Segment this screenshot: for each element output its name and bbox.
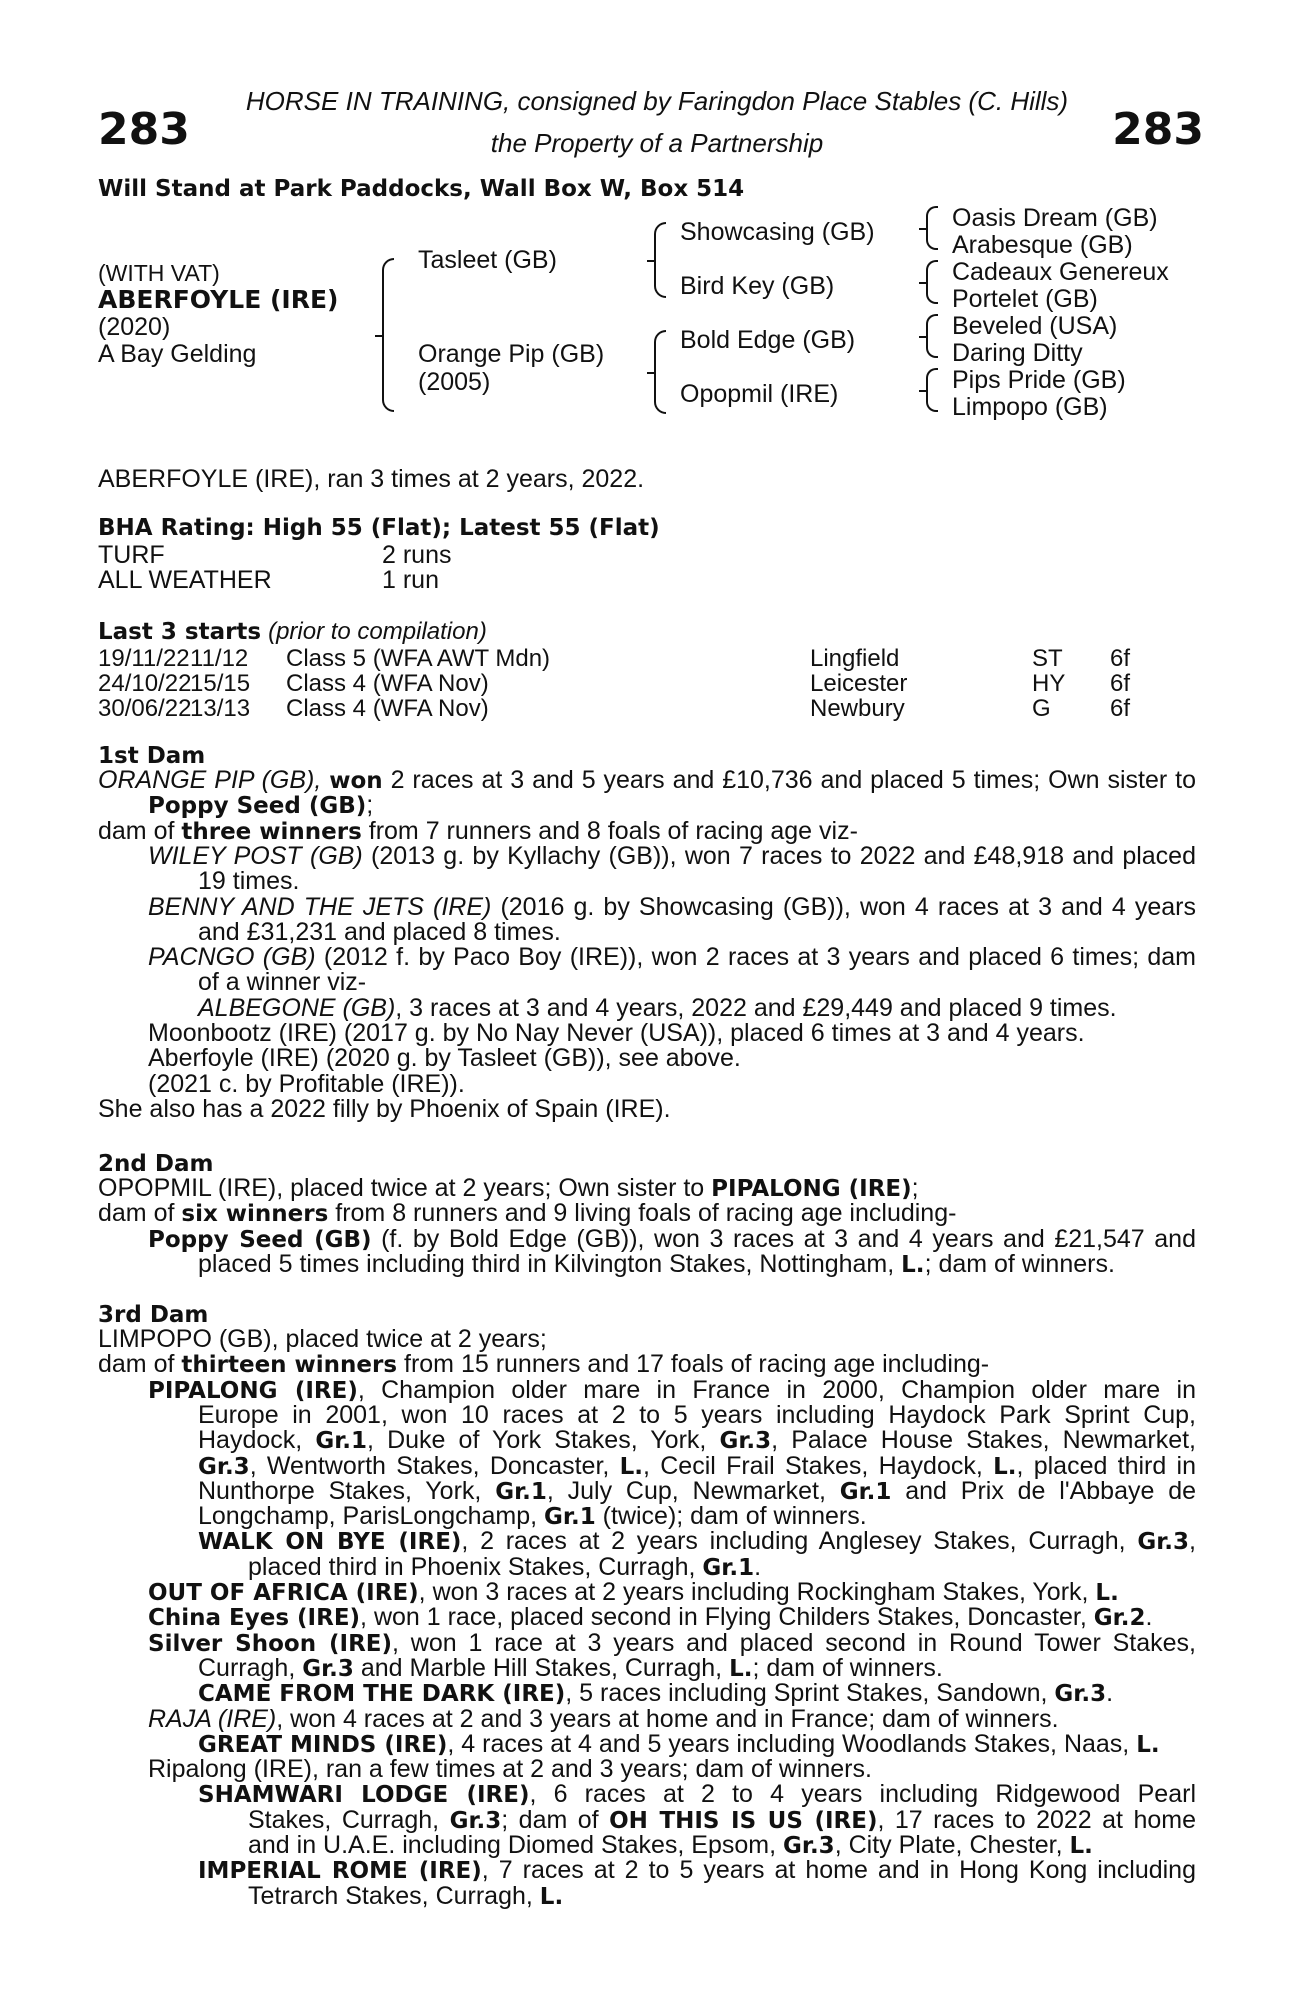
text-run: 2 races at 3 and 5 years and £10,736 and placed 5 times; Own sister to <box>382 768 1196 794</box>
text-run: , Duke of York Stakes, York, <box>367 1428 720 1454</box>
dam3-line <box>148 1704 1059 1733</box>
text-run: Gr.1 <box>544 1504 596 1531</box>
text-run: (2021 c. by Profitable (IRE)). <box>148 1069 465 1098</box>
text-run: , 3 races at 3 and 4 years, 2022 and £29,449 and placed 9 times. <box>395 993 1117 1022</box>
stand-location: Will Stand at Park Paddocks, Wall Box W, Box 514 <box>98 176 745 202</box>
consignment-line: HORSE IN TRAINING, consigned by Faringdon Place Stables (C. Hills) <box>245 86 1069 116</box>
text-run: Gr.3 <box>783 1833 835 1859</box>
text-run: China Eyes (IRE) <box>148 1605 361 1632</box>
dam1-line <box>98 816 858 845</box>
text-run: L. <box>1136 1731 1160 1758</box>
text-run: IMPERIAL ROME (IRE) <box>198 1858 482 1884</box>
dam3-line <box>198 1504 867 1530</box>
text-run: and £31,231 and placed 8 times. <box>198 917 561 946</box>
great-grandparent-4: Portelet (GB) <box>952 285 1098 313</box>
text-run: placed third in Phoenix Stakes, Curragh, <box>248 1552 703 1581</box>
text-run: Haydock, <box>198 1428 316 1454</box>
bha-rating: BHA Rating: High 55 (Flat); Latest 55 (Flat) <box>98 515 660 541</box>
text-run: PACNGO (GB) <box>148 945 316 971</box>
dam1-heading: 1st Dam <box>98 743 206 769</box>
dam1-line <box>198 993 1117 1022</box>
text-run: Gr.3 <box>1137 1529 1190 1555</box>
start-going: HY <box>1032 670 1066 697</box>
text-run: ORANGE PIP (GB), <box>98 768 330 794</box>
start-date: 24/10/22 <box>98 670 192 697</box>
text-run: Ripalong (IRE), ran a few times at 2 and 3 years; dam of winners. <box>148 1755 872 1784</box>
dam3-line <box>248 1833 1093 1859</box>
text-run: Silver Shoon (IRE) <box>148 1630 393 1656</box>
text-run: ; <box>366 791 374 820</box>
text-run: Stakes, Curragh, <box>248 1807 450 1833</box>
horse-name: ABERFOYLE (IRE) <box>98 285 339 314</box>
text-run: Gr.3 <box>719 1428 772 1454</box>
dam1-line <box>98 1094 671 1123</box>
start-race: Class 4 (WFA Nov) <box>286 670 489 697</box>
start-course: Lingfield <box>810 645 900 672</box>
text-run: , Champion older mare in France in 2000, Champion older mare in <box>357 1377 1196 1403</box>
great-grandparent-8: Limpopo (GB) <box>952 393 1108 421</box>
text-run: from 7 runners and 8 foals of racing age viz- <box>361 816 858 845</box>
dam1-line <box>148 945 1196 970</box>
dam1-line <box>148 793 373 819</box>
granddam-maternal: Opopmil (IRE) <box>680 380 839 408</box>
rating-value-aw: 1 run <box>382 566 439 594</box>
dam-line-brace <box>654 330 666 414</box>
sire-line-brace <box>654 222 666 298</box>
text-run: dam of <box>98 1350 182 1379</box>
text-run: OUT OF AFRICA (IRE) <box>148 1580 419 1606</box>
last-starts-heading <box>98 617 487 646</box>
text-run: L. <box>539 1883 564 1910</box>
dam3-line <box>198 1403 1196 1428</box>
text-run: , City Plate, Chester, <box>834 1831 1070 1859</box>
text-run: Poppy Seed (GB) <box>148 793 367 820</box>
dam3-line <box>148 1580 1119 1606</box>
dam1-line <box>148 1046 741 1071</box>
grandsire-paternal: Showcasing (GB) <box>680 218 875 246</box>
text-run: PIPALONG (IRE) <box>148 1377 358 1403</box>
dam3-line <box>148 1631 1196 1656</box>
start-course: Newbury <box>810 695 905 722</box>
text-run: (2013 g. by Kyllachy (GB)), won 7 races to 2022 and £48,918 and placed <box>362 843 1196 870</box>
text-run: , Cecil Frail Stakes, Haydock, <box>643 1453 994 1479</box>
text-run: . <box>1106 1679 1114 1708</box>
text-run: CAME FROM THE DARK (IRE) <box>198 1681 566 1708</box>
text-run: Nunthorpe Stakes, York, <box>198 1478 496 1505</box>
race-summary: ABERFOYLE (IRE), ran 3 times at 2 years, 2022. <box>98 465 645 493</box>
text-run: 19 times. <box>198 867 300 896</box>
text-run: , 2 races at 2 years including Anglesey Stakes, Curragh, <box>461 1529 1138 1555</box>
grandsire-maternal: Bold Edge (GB) <box>680 326 856 354</box>
text-run: WALK ON BYE (IRE) <box>198 1529 462 1555</box>
dam2-heading: 2nd Dam <box>98 1151 214 1177</box>
text-run: dam of <box>98 816 182 845</box>
dam3-line <box>198 1529 1196 1554</box>
dam3-line <box>148 1378 1196 1403</box>
text-run: (2016 g. by Showcasing (GB)), won 4 races at 3 and 4 years <box>491 894 1196 920</box>
property-line: the Property of a Partnership <box>490 128 824 158</box>
start-pos: 15/15 <box>190 670 251 697</box>
dam1-line <box>148 895 1196 920</box>
text-run: GREAT MINDS (IRE) <box>198 1731 448 1758</box>
text-run: Poppy Seed (GB) <box>148 1226 372 1252</box>
dam3-line <box>98 1327 547 1352</box>
dam1-line <box>198 970 366 995</box>
text-run: ; dam of winners. <box>924 1249 1115 1278</box>
text-run: L. <box>729 1655 753 1682</box>
start-dist: 6f <box>1110 695 1131 722</box>
dam1-line <box>198 869 299 894</box>
text-run: Gr.1 <box>702 1554 755 1581</box>
great-grandparent-1: Oasis Dream (GB) <box>952 204 1158 232</box>
text-run: of a winner viz- <box>198 968 367 997</box>
last-starts-title: Last 3 starts <box>98 619 262 645</box>
dam2-line <box>198 1249 1115 1278</box>
dam2-line <box>98 1201 956 1227</box>
text-run: Gr.3 <box>449 1807 502 1833</box>
text-run: Longchamp, ParisLongchamp, <box>198 1502 545 1531</box>
text-run: Europe in 2001, won 10 races at 2 to 5 years including Haydock Park Sprint Cup, <box>198 1402 1196 1429</box>
text-run: from 15 runners and 17 foals of racing age including- <box>397 1350 990 1379</box>
text-run: RAJA (IRE) <box>148 1704 277 1733</box>
text-run: , 4 races at 4 and 5 years including Woodlands Stakes, Naas, <box>447 1729 1137 1758</box>
text-run: dam of <box>98 1199 182 1228</box>
dam1-line <box>98 768 1196 793</box>
sire: Tasleet (GB) <box>418 246 557 274</box>
dam3-line <box>198 1729 1160 1758</box>
text-run: LIMPOPO (GB), placed twice at 2 years; <box>98 1325 547 1353</box>
dam-year: (2005) <box>418 368 491 396</box>
text-run: , 6 races at 2 to 4 years including Ridgewood Pearl <box>529 1782 1196 1808</box>
text-run: , <box>1189 1529 1196 1555</box>
start-race: Class 5 (WFA AWT Mdn) <box>286 645 551 672</box>
dam2-line <box>148 1227 1196 1252</box>
text-run: L. <box>901 1251 925 1278</box>
rating-label-turf: TURF <box>98 541 165 569</box>
text-run: L. <box>1095 1580 1119 1606</box>
text-run: , 5 races including Sprint Stakes, Sandown, <box>565 1679 1055 1708</box>
great-grandparent-6: Daring Ditty <box>952 339 1083 367</box>
text-run: , won 4 races at 2 and 3 years at home and in France; dam of winners. <box>276 1704 1059 1733</box>
dam1-line <box>148 844 1196 869</box>
start-pos: 13/13 <box>190 695 251 722</box>
text-run: OPOPMIL (IRE), placed twice at 2 years; Own sister to <box>98 1174 712 1202</box>
great-brace-4 <box>926 368 938 412</box>
text-run: Gr.1 <box>315 1428 368 1454</box>
rating-value-turf: 2 runs <box>382 541 452 569</box>
great-brace-2 <box>926 260 938 304</box>
text-run: , won 1 race at 3 years and placed second in Round Tower Stakes, <box>392 1630 1196 1656</box>
text-run: and Marble Hill Stakes, Curragh, <box>353 1653 730 1682</box>
dam3-line <box>198 1428 1196 1453</box>
dam2-line <box>98 1176 919 1202</box>
great-grandparent-3: Cadeaux Genereux <box>952 258 1169 286</box>
text-run: BENNY AND THE JETS (IRE) <box>148 894 492 920</box>
dam3-line <box>198 1858 1196 1883</box>
start-going: G <box>1032 695 1051 722</box>
text-run: Gr.1 <box>495 1478 547 1505</box>
text-run: L. <box>1069 1833 1093 1859</box>
start-dist: 6f <box>1110 645 1131 672</box>
text-run: Moonbootz (IRE) (2017 g. by No Nay Never (USA)), placed 6 times at 3 and 4 years. <box>148 1019 1085 1047</box>
text-run: ; dam of winners. <box>752 1653 943 1682</box>
great-grandparent-2: Arabesque (GB) <box>952 231 1133 259</box>
dam3-line <box>98 1352 989 1378</box>
granddam-paternal: Bird Key (GB) <box>680 272 835 300</box>
start-going: ST <box>1032 645 1063 672</box>
text-run: SHAMWARI LODGE (IRE) <box>198 1782 530 1808</box>
text-run: Gr.3 <box>1054 1681 1107 1708</box>
start-date: 19/11/22 <box>98 645 190 672</box>
text-run: placed 5 times including third in Kilvington Stakes, Nottingham, <box>198 1249 902 1278</box>
dam3-line <box>148 1757 872 1782</box>
text-run: , Palace House Stakes, Newmarket, <box>771 1428 1196 1454</box>
text-run: from 8 runners and 9 living foals of racing age including- <box>328 1199 957 1228</box>
dam1-line <box>148 1069 465 1098</box>
text-run: (f. by Bold Edge (GB)), won 3 races at 3 and 4 years and £21,547 and <box>371 1226 1196 1252</box>
text-run: , won 3 races at 2 years including Rockingham Stakes, York, <box>418 1578 1096 1606</box>
text-run: , placed third in <box>1016 1453 1196 1479</box>
dam3-line <box>198 1454 1196 1479</box>
start-dist: 6f <box>1110 670 1131 697</box>
dam1-line <box>148 1021 1085 1046</box>
text-run: L. <box>993 1453 1017 1479</box>
text-run: six winners <box>181 1201 329 1228</box>
text-run: , Wentworth Stakes, Doncaster, <box>249 1453 620 1479</box>
text-run: three winners <box>181 818 362 845</box>
text-run: , won 1 race, placed second in Flying Childers Stakes, Doncaster, <box>360 1603 1094 1632</box>
dam3-line <box>148 1605 1152 1631</box>
start-date: 30/06/22 <box>98 695 192 722</box>
text-run: (2012 f. by Paco Boy (IRE)), won 2 races at 3 years and placed 6 times; dam <box>315 945 1196 971</box>
text-run: ; <box>911 1174 919 1202</box>
text-run: . <box>754 1552 762 1581</box>
text-run: Gr.1 <box>839 1478 892 1505</box>
dam3-line <box>248 1552 762 1581</box>
start-race: Class 4 (WFA Nov) <box>286 695 489 722</box>
great-brace-1 <box>926 206 938 250</box>
horse-year: (2020) <box>98 313 171 341</box>
text-run: ALBEGONE (GB) <box>198 993 396 1022</box>
text-run: Gr.3 <box>302 1655 354 1682</box>
text-run: won <box>329 768 383 794</box>
text-run: PIPALONG (IRE) <box>711 1176 912 1202</box>
start-pos: 11/12 <box>190 645 249 672</box>
lot-number-right: 283 <box>1112 104 1204 155</box>
text-run: and in U.A.E. including Diomed Stakes, Epsom, <box>248 1831 783 1859</box>
dam3-line <box>248 1881 564 1910</box>
vat-note: (WITH VAT) <box>98 260 220 286</box>
text-run: (twice); dam of winners. <box>595 1502 867 1531</box>
text-run: Curragh, <box>198 1653 303 1682</box>
dam1-line <box>198 917 561 946</box>
great-grandparent-7: Pips Pride (GB) <box>952 366 1126 394</box>
text-run: . <box>1145 1603 1153 1632</box>
text-run: , 17 races to 2022 at home <box>877 1807 1196 1833</box>
rating-label-aw: ALL WEATHER <box>98 566 272 594</box>
text-run: thirteen winners <box>181 1352 398 1379</box>
lot-number-left: 283 <box>98 104 190 155</box>
dam3-line <box>198 1479 1196 1504</box>
text-run: , 7 races at 2 to 5 years at home and in Hong Kong including <box>481 1858 1196 1884</box>
dam3-line <box>198 1653 943 1682</box>
text-run: ; dam of <box>501 1807 610 1833</box>
text-run: L. <box>619 1453 644 1479</box>
great-brace-3 <box>926 314 938 358</box>
text-run: , July Cup, Newmarket, <box>546 1478 840 1505</box>
text-run: She also has a 2022 filly by Phoenix of Spain (IRE). <box>98 1094 671 1123</box>
last-starts-note: (prior to compilation) <box>268 618 487 645</box>
horse-description: A Bay Gelding <box>98 340 257 368</box>
great-grandparent-5: Beveled (USA) <box>952 312 1118 340</box>
dam3-line <box>198 1681 1113 1707</box>
text-run: Gr.2 <box>1093 1605 1146 1632</box>
text-run: and Prix de l'Abbaye de <box>891 1478 1196 1505</box>
dam: Orange Pip (GB) <box>418 340 605 368</box>
sire-dam-brace <box>382 258 394 412</box>
text-run: Tetrarch Stakes, Curragh, <box>248 1881 540 1910</box>
text-run: OH THIS IS US (IRE) <box>609 1807 878 1833</box>
dam3-line <box>248 1808 1196 1833</box>
text-run: Aberfoyle (IRE) (2020 g. by Tasleet (GB)), see above. <box>148 1044 741 1073</box>
start-course: Leicester <box>810 670 908 697</box>
dam3-line <box>198 1782 1196 1807</box>
text-run: WILEY POST (GB) <box>148 843 363 870</box>
text-run: Gr.3 <box>198 1453 250 1479</box>
dam3-heading: 3rd Dam <box>98 1302 209 1328</box>
